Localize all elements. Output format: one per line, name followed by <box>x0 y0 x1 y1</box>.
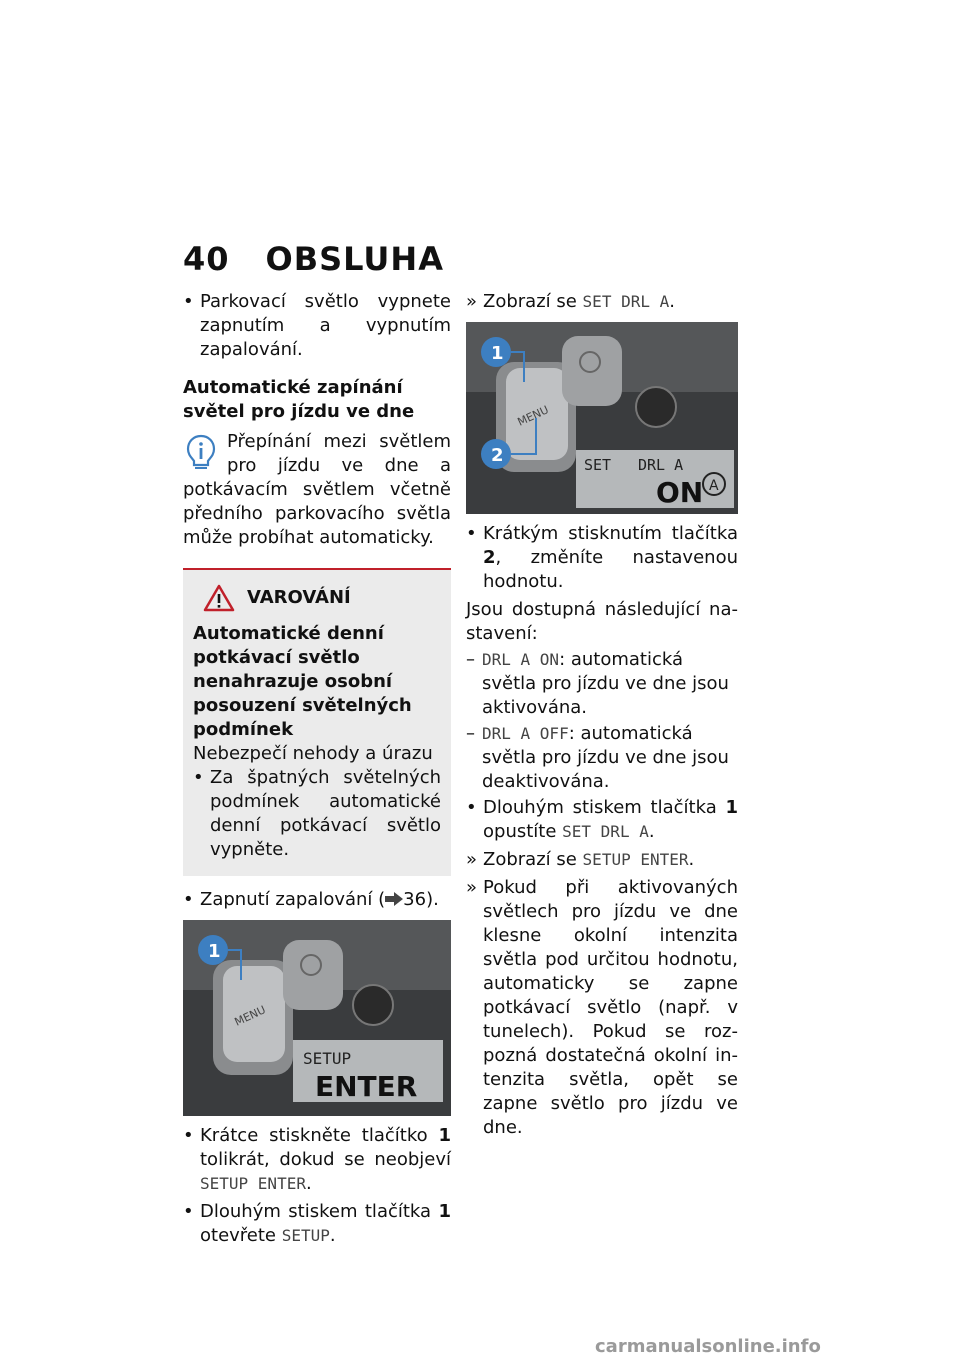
info-icon <box>183 434 219 470</box>
right-column <box>466 290 738 1144</box>
watermark: carmanualsonline.info <box>595 1336 821 1357</box>
warning-box <box>183 568 451 876</box>
callout-1: 1 <box>208 941 221 962</box>
warning-heading: Automatické denní potkávací světlo nenahrazuje osobní posouzení světelných podmínek <box>193 623 412 740</box>
warning-title: VAROVÁNÍ <box>247 587 351 608</box>
display-drl-a: DRL A <box>638 456 684 474</box>
page-number: 40 <box>183 240 230 278</box>
display-on: ON <box>656 476 704 509</box>
list-item: • Zapnutí zapalování ( 36). <box>183 889 439 910</box>
left-column <box>183 290 451 1252</box>
option-item: – DRL A OFF: automatická světla pro jízdu ve dne jsou deaktivována. <box>466 723 729 792</box>
display-auto-a: A <box>709 478 719 494</box>
list-item: • Parkovací světlo vypnete zapnutím a vypnutím zapalování. <box>183 291 451 360</box>
result-item: » Zobrazí se SETUP ENTER. <box>466 849 695 870</box>
paragraph: Jsou dostupná následující nastavení: <box>466 599 738 644</box>
section-title: OBSLUHA <box>265 240 444 278</box>
menu-label: MENU <box>232 1003 268 1029</box>
list-item: • Dlouhým stiskem tlačítka 1 opustíte SET DRL A. <box>466 797 738 842</box>
list-item: • Dlouhým stiskem tlačítka 1 otevřete SETUP. <box>183 1201 451 1246</box>
page-header <box>183 240 444 278</box>
section-heading: Automatické zapínání světel pro jízdu ve dne <box>183 377 415 422</box>
display-enter: ENTER <box>315 1070 418 1103</box>
warning-triangle-icon <box>203 584 235 612</box>
result-item: » Pokud při aktivovaných světlech pro jízdu ve dne klesne okolní intenzita světla pod určitou hodnotu, automaticky se zapne potkávací světlo (např. v tunelech). Pokud se rozpozná dostatečná okolní intenzita světla, opět se zapne světlo pro jízdu ve dne. <box>466 877 738 1138</box>
display-setup: SETUP <box>303 1049 352 1068</box>
handlebar-setup-photo <box>183 920 451 1116</box>
menu-label: MENU <box>515 403 551 429</box>
handlebar-drl-photo <box>466 322 738 514</box>
result-item: » Zobrazí se SET DRL A. <box>466 291 675 312</box>
page-ref-arrow-icon <box>385 892 403 906</box>
info-note: Přepínání mezi světlem pro jízdu ve dne a potkávacím světlem včetně předního parkovacího světla může probíhat automaticky. <box>183 431 451 548</box>
option-item: – DRL A ON: automatická světla pro jízdu ve dne jsou aktivována. <box>466 649 729 718</box>
warning-header <box>193 584 441 612</box>
list-item: • Krátkým stisknutím tlačítka 2, změníte nastavenou hodnotu. <box>466 523 738 592</box>
warning-text: Nebezpečí nehody a úrazu <box>193 743 433 764</box>
callout-2: 2 <box>491 445 504 466</box>
list-item: • Krátce stiskněte tlačítko 1 tolikrát, dokud se neobjeví SETUP ENTER. <box>183 1125 451 1194</box>
callout-1: 1 <box>491 343 504 364</box>
list-item: • Za špatných světelných podmínek automatické denní potkávací světlo vypněte. <box>193 767 441 860</box>
display-set: SET <box>584 456 612 474</box>
